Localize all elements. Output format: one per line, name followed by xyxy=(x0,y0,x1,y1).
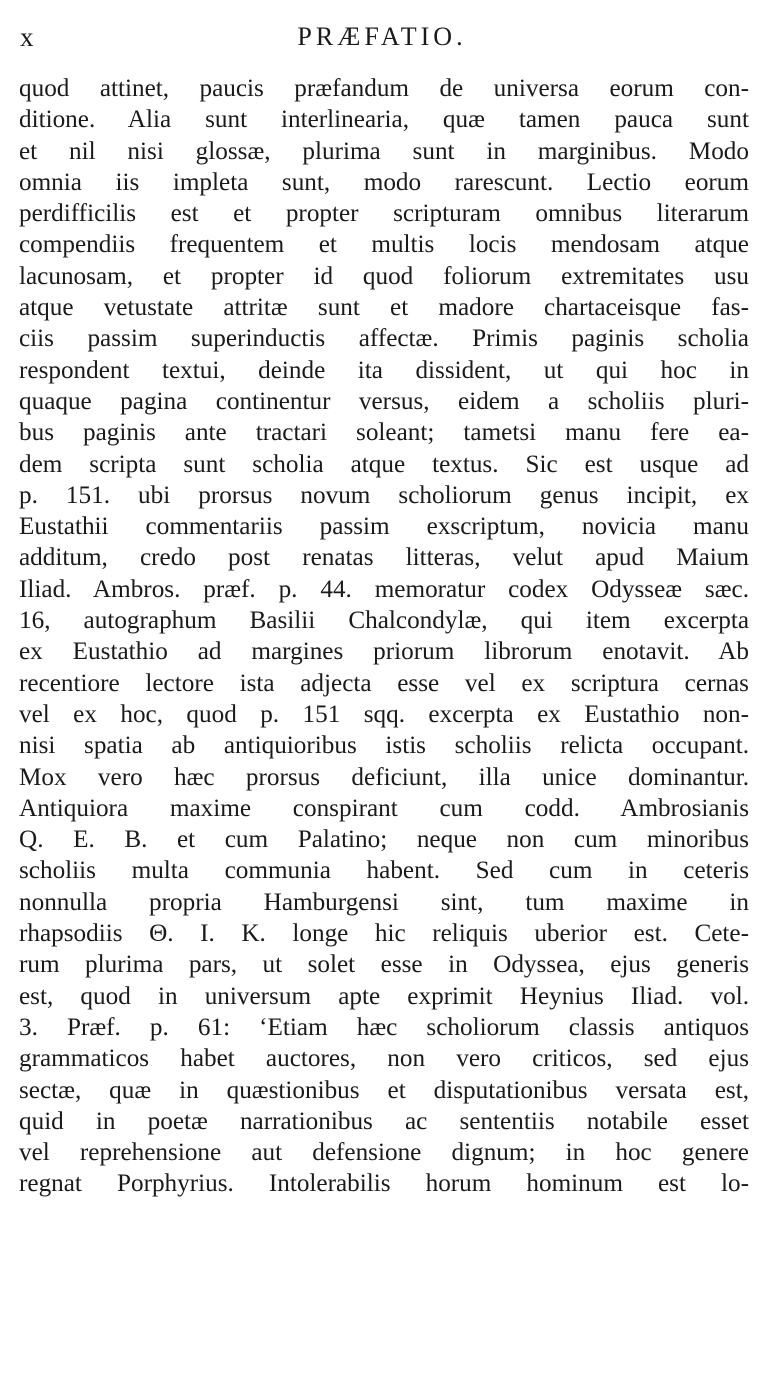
text-line: dem scripta sunt scholia atque textus. Sic est usque ad xyxy=(19,450,749,478)
text-line: Antiquiora maxime conspirant cum codd. Ambrosianis xyxy=(19,794,749,822)
text-line: rhapsodiis Θ. I. K. longe hic reliquis uberior est. Cete- xyxy=(19,920,749,948)
text-line: perdifficilis est et propter scripturam omnibus literarum xyxy=(19,200,749,228)
text-line: scholiis multa communia habent. Sed cum in ceteris xyxy=(19,857,749,885)
text-line: sectæ, quæ in quæstionibus et disputationibus versata est, xyxy=(19,1076,749,1104)
text-line: bus paginis ante tractari soleant; tametsi manu fere ea- xyxy=(19,419,749,447)
text-line: Mox vero hæc prorsus deficiunt, illa unice dominantur. xyxy=(19,763,749,791)
text-line: ciis passim superinductis affectæ. Primis paginis scholia xyxy=(19,325,749,353)
text-line: rum plurima pars, ut solet esse in Odyssea, ejus generis xyxy=(19,951,749,979)
text-line: nisi spatia ab antiquioribus istis scholiis relicta occupant. xyxy=(19,732,749,760)
text-line: est, quod in universum apte exprimit Heynius Iliad. vol. xyxy=(19,982,749,1010)
text-line: Eustathii commentariis passim exscriptum, novicia manu xyxy=(19,513,749,541)
body-text xyxy=(19,73,749,1200)
section-title: PRÆFATIO. xyxy=(297,22,467,51)
text-line: p. 151. ubi prorsus novum scholiorum genus incipit, ex xyxy=(19,481,749,509)
text-line: respondent textui, deinde ita dissident, ut qui hoc in xyxy=(19,356,749,384)
text-line: quid in poetæ narrationibus ac sententiis notabile esset xyxy=(19,1107,749,1135)
text-line: ditione. Alia sunt interlinearia, quæ tamen pauca sunt xyxy=(19,106,749,134)
running-head xyxy=(0,14,764,54)
text-line: vel reprehensione aut defensione dignum; in hoc genere xyxy=(19,1139,749,1167)
text-line: Q. E. B. et cum Palatino; neque non cum minoribus xyxy=(19,826,749,854)
text-line: lacunosam, et propter id quod foliorum extremitates usu xyxy=(19,262,749,290)
text-line: ex Eustathio ad margines priorum librorum enotavit. Ab xyxy=(19,638,749,666)
text-line: nonnulla propria Hamburgensi sint, tum maxime in xyxy=(19,888,749,916)
text-line: additum, credo post renatas litteras, velut apud Maium xyxy=(19,544,749,572)
text-line: quaque pagina continentur versus, eidem a scholiis pluri- xyxy=(19,387,749,415)
text-line: atque vetustate attritæ sunt et madore chartaceisque fas- xyxy=(19,294,749,322)
text-line: 16, autographum Basilii Chalcondylæ, qui item excerpta xyxy=(19,607,749,635)
text-line: et nil nisi glossæ, plurima sunt in marginibus. Modo xyxy=(19,137,749,165)
text-line: compendiis frequentem et multis locis mendosam atque xyxy=(19,231,749,259)
text-line: Iliad. Ambros. præf. p. 44. memoratur codex Odysseæ sæc. xyxy=(19,575,749,603)
text-line: recentiore lectore ista adjecta esse vel ex scriptura cernas xyxy=(19,669,749,697)
text-line: quod attinet, paucis præfandum de universa eorum con- xyxy=(19,75,749,102)
text-line: 3. Præf. p. 61: ‘Etiam hæc scholiorum classis antiquos xyxy=(19,1013,749,1041)
text-line: regnat Porphyrius. Intolerabilis horum hominum est lo- xyxy=(19,1170,749,1198)
text-line: grammaticos habet auctores, non vero criticos, sed ejus xyxy=(19,1045,749,1073)
text-line: vel ex hoc, quod p. 151 sqq. excerpta ex Eustathio non- xyxy=(19,700,749,728)
page-number: x xyxy=(20,22,34,52)
text-line: omnia iis impleta sunt, modo rarescunt. Lectio eorum xyxy=(19,168,749,196)
